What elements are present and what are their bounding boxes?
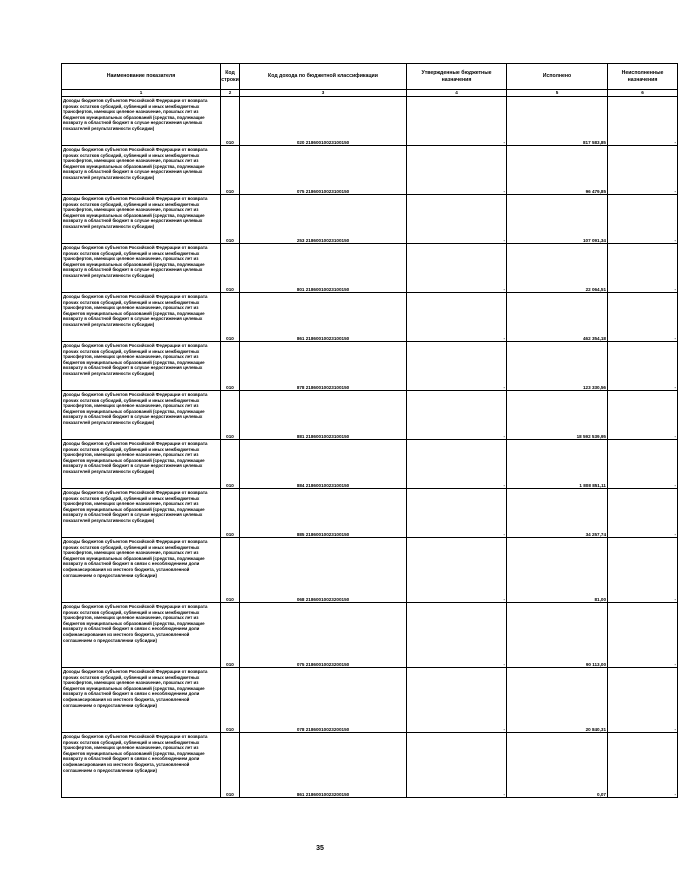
table-row <box>62 603 678 668</box>
row-classification-code: 881 21860010023100150 <box>240 391 407 440</box>
row-approved-amount: - <box>407 146 507 195</box>
row-approved-amount: - <box>407 391 507 440</box>
row-name: Доходы бюджетов субъектов Российской Федерации от возврата прочих остатков субсидий, субвенций и иных межбюджетных трансфертов, имеющих целевое назначение, прошлых лет из бюджетов муниципальных образований (средства, подлежащие возврату в областной бюджет в связи с несоблюдением доли софинансирования из местного бюджета, установленной соглашением о предоставлении субсидии) <box>62 668 221 733</box>
row-approved-amount: - <box>407 668 507 733</box>
row-unexecuted-amount: - <box>608 391 678 440</box>
row-executed-amount: 107 091,34 <box>507 195 608 244</box>
row-unexecuted-amount: - <box>608 146 678 195</box>
row-unexecuted-amount: - <box>608 538 678 603</box>
table-row <box>62 538 678 603</box>
header-executed: Исполнено <box>507 64 608 90</box>
table-row <box>62 244 678 293</box>
row-unexecuted-amount: - <box>608 733 678 798</box>
row-executed-amount: 34 257,74 <box>507 489 608 538</box>
table-row <box>62 489 678 538</box>
row-classification-code: 075 21860010023100150 <box>240 146 407 195</box>
row-classification-code: 078 21860010023200150 <box>240 668 407 733</box>
row-code: 010 <box>221 244 240 293</box>
row-classification-code: 885 21860010023100150 <box>240 489 407 538</box>
row-classification-code: 878 21860010023100150 <box>240 342 407 391</box>
row-name: Доходы бюджетов субъектов Российской Федерации от возврата прочих остатков субсидий, субвенций и иных межбюджетных трансфертов, имеющих целевое назначение, прошлых лет из бюджетов муниципальных образований (средства, подлежащие возврату в областной бюджет в случае недостижения целевых показателей результативности субсидии) <box>62 97 221 146</box>
row-code: 010 <box>221 391 240 440</box>
row-unexecuted-amount: - <box>608 195 678 244</box>
budget-execution-table <box>61 63 678 798</box>
table-row <box>62 195 678 244</box>
row-executed-amount: 90 113,00 <box>507 603 608 668</box>
row-code: 010 <box>221 146 240 195</box>
row-classification-code: 861 21860010023200150 <box>240 733 407 798</box>
header-approved: Утвержденные бюджетные назначения <box>407 64 507 90</box>
row-name: Доходы бюджетов субъектов Российской Федерации от возврата прочих остатков субсидий, субвенций и иных межбюджетных трансфертов, имеющих целевое назначение, прошлых лет из бюджетов муниципальных образований (средства, подлежащие возврату в областной бюджет в случае недостижения целевых показателей результативности субсидии) <box>62 391 221 440</box>
row-classification-code: 253 21860010023100150 <box>240 195 407 244</box>
row-executed-amount: 1 808 851,11 <box>507 440 608 489</box>
row-approved-amount: - <box>407 342 507 391</box>
column-number: 2 <box>221 90 240 97</box>
column-number: 1 <box>62 90 221 97</box>
header-name: Наименование показателя <box>62 64 221 90</box>
row-approved-amount: - <box>407 733 507 798</box>
row-classification-code: 801 21860010023100150 <box>240 244 407 293</box>
row-classification-code: 020 21860010023100150 <box>240 97 407 146</box>
row-classification-code: 884 21860010023100150 <box>240 440 407 489</box>
row-approved-amount: - <box>407 293 507 342</box>
row-executed-amount: 462 354,18 <box>507 293 608 342</box>
column-number: 3 <box>240 90 407 97</box>
header-classification: Код дохода по бюджетной классификации <box>240 64 407 90</box>
row-code: 010 <box>221 489 240 538</box>
header-row-code: Код строки <box>221 64 240 90</box>
table-row <box>62 97 678 146</box>
row-name: Доходы бюджетов субъектов Российской Федерации от возврата прочих остатков субсидий, субвенций и иных межбюджетных трансфертов, имеющих целевое назначение, прошлых лет из бюджетов муниципальных образований (средства, подлежащие возврату в областной бюджет в связи с несоблюдением доли софинансирования из местного бюджета, установленной соглашением о предоставлении субсидии) <box>62 733 221 798</box>
row-name: Доходы бюджетов субъектов Российской Федерации от возврата прочих остатков субсидий, субвенций и иных межбюджетных трансфертов, имеющих целевое назначение, прошлых лет из бюджетов муниципальных образований (средства, подлежащие возврату в областной бюджет в связи с несоблюдением доли софинансирования из местного бюджета, установленной соглашением о предоставлении субсидии) <box>62 538 221 603</box>
column-number: 5 <box>507 90 608 97</box>
table-row <box>62 146 678 195</box>
row-approved-amount: - <box>407 603 507 668</box>
row-name: Доходы бюджетов субъектов Российской Федерации от возврата прочих остатков субсидий, субвенций и иных межбюджетных трансфертов, имеющих целевое назначение, прошлых лет из бюджетов муниципальных образований (средства, подлежащие возврату в областной бюджет в случае недостижения целевых показателей результативности субсидии) <box>62 489 221 538</box>
row-unexecuted-amount: - <box>608 668 678 733</box>
row-unexecuted-amount: - <box>608 603 678 668</box>
page-number: 35 <box>316 845 324 852</box>
row-executed-amount: 22 064,51 <box>507 244 608 293</box>
row-name: Доходы бюджетов субъектов Российской Федерации от возврата прочих остатков субсидий, субвенций и иных межбюджетных трансфертов, имеющих целевое назначение, прошлых лет из бюджетов муниципальных образований (средства, подлежащие возврату в областной бюджет в случае недостижения целевых показателей результативности субсидии) <box>62 195 221 244</box>
row-executed-amount: 20 840,31 <box>507 668 608 733</box>
row-code: 010 <box>221 538 240 603</box>
column-number: 4 <box>407 90 507 97</box>
row-executed-amount: 0,07 <box>507 733 608 798</box>
row-name: Доходы бюджетов субъектов Российской Федерации от возврата прочих остатков субсидий, субвенций и иных межбюджетных трансфертов, имеющих целевое назначение, прошлых лет из бюджетов муниципальных образований (средства, подлежащие возврату в областной бюджет в случае недостижения целевых показателей результативности субсидии) <box>62 293 221 342</box>
table-row <box>62 668 678 733</box>
row-unexecuted-amount: - <box>608 440 678 489</box>
row-name: Доходы бюджетов субъектов Российской Федерации от возврата прочих остатков субсидий, субвенций и иных межбюджетных трансфертов, имеющих целевое назначение, прошлых лет из бюджетов муниципальных образований (средства, подлежащие возврату в областной бюджет в случае недостижения целевых показателей результативности субсидии) <box>62 146 221 195</box>
header-unexecuted: Неисполненные назначения <box>608 64 678 90</box>
row-approved-amount: - <box>407 97 507 146</box>
column-number: 6 <box>608 90 678 97</box>
row-name: Доходы бюджетов субъектов Российской Федерации от возврата прочих остатков субсидий, субвенций и иных межбюджетных трансфертов, имеющих целевое назначение, прошлых лет из бюджетов муниципальных образований (средства, подлежащие возврату в областной бюджет в связи с несоблюдением доли софинансирования из местного бюджета, установленной соглашением о предоставлении субсидии) <box>62 603 221 668</box>
row-classification-code: 861 21860010023100150 <box>240 293 407 342</box>
row-name: Доходы бюджетов субъектов Российской Федерации от возврата прочих остатков субсидий, субвенций и иных межбюджетных трансфертов, имеющих целевое назначение, прошлых лет из бюджетов муниципальных образований (средства, подлежащие возврату в областной бюджет в случае недостижения целевых показателей результативности субсидии) <box>62 342 221 391</box>
row-approved-amount: - <box>407 538 507 603</box>
row-approved-amount: - <box>407 195 507 244</box>
row-executed-amount: 96 479,85 <box>507 146 608 195</box>
row-code: 010 <box>221 440 240 489</box>
row-unexecuted-amount: - <box>608 489 678 538</box>
row-code: 010 <box>221 668 240 733</box>
row-code: 010 <box>221 733 240 798</box>
row-name: Доходы бюджетов субъектов Российской Федерации от возврата прочих остатков субсидий, субвенций и иных межбюджетных трансфертов, имеющих целевое назначение, прошлых лет из бюджетов муниципальных образований (средства, подлежащие возврату в областной бюджет в случае недостижения целевых показателей результативности субсидии) <box>62 440 221 489</box>
table-row <box>62 391 678 440</box>
row-unexecuted-amount: - <box>608 244 678 293</box>
row-unexecuted-amount: - <box>608 293 678 342</box>
row-code: 010 <box>221 603 240 668</box>
row-code: 010 <box>221 195 240 244</box>
row-classification-code: 075 21860010023200150 <box>240 603 407 668</box>
table-row <box>62 342 678 391</box>
table-row <box>62 293 678 342</box>
row-name: Доходы бюджетов субъектов Российской Федерации от возврата прочих остатков субсидий, субвенций и иных межбюджетных трансфертов, имеющих целевое назначение, прошлых лет из бюджетов муниципальных образований (средства, подлежащие возврату в областной бюджет в случае недостижения целевых показателей результативности субсидии) <box>62 244 221 293</box>
row-code: 010 <box>221 293 240 342</box>
row-unexecuted-amount: - <box>608 97 678 146</box>
row-code: 010 <box>221 97 240 146</box>
row-code: 010 <box>221 342 240 391</box>
column-numbers-row <box>62 90 678 97</box>
row-executed-amount: 81,00 <box>507 538 608 603</box>
table-header <box>62 64 678 90</box>
table-body <box>62 90 678 798</box>
row-approved-amount: - <box>407 244 507 293</box>
row-approved-amount: - <box>407 489 507 538</box>
row-unexecuted-amount: - <box>608 342 678 391</box>
row-executed-amount: 123 330,56 <box>507 342 608 391</box>
row-executed-amount: 817 583,85 <box>507 97 608 146</box>
row-executed-amount: 18 592 539,95 <box>507 391 608 440</box>
table-row <box>62 733 678 798</box>
row-classification-code: 068 21860010023200150 <box>240 538 407 603</box>
table-row <box>62 440 678 489</box>
row-approved-amount: - <box>407 440 507 489</box>
